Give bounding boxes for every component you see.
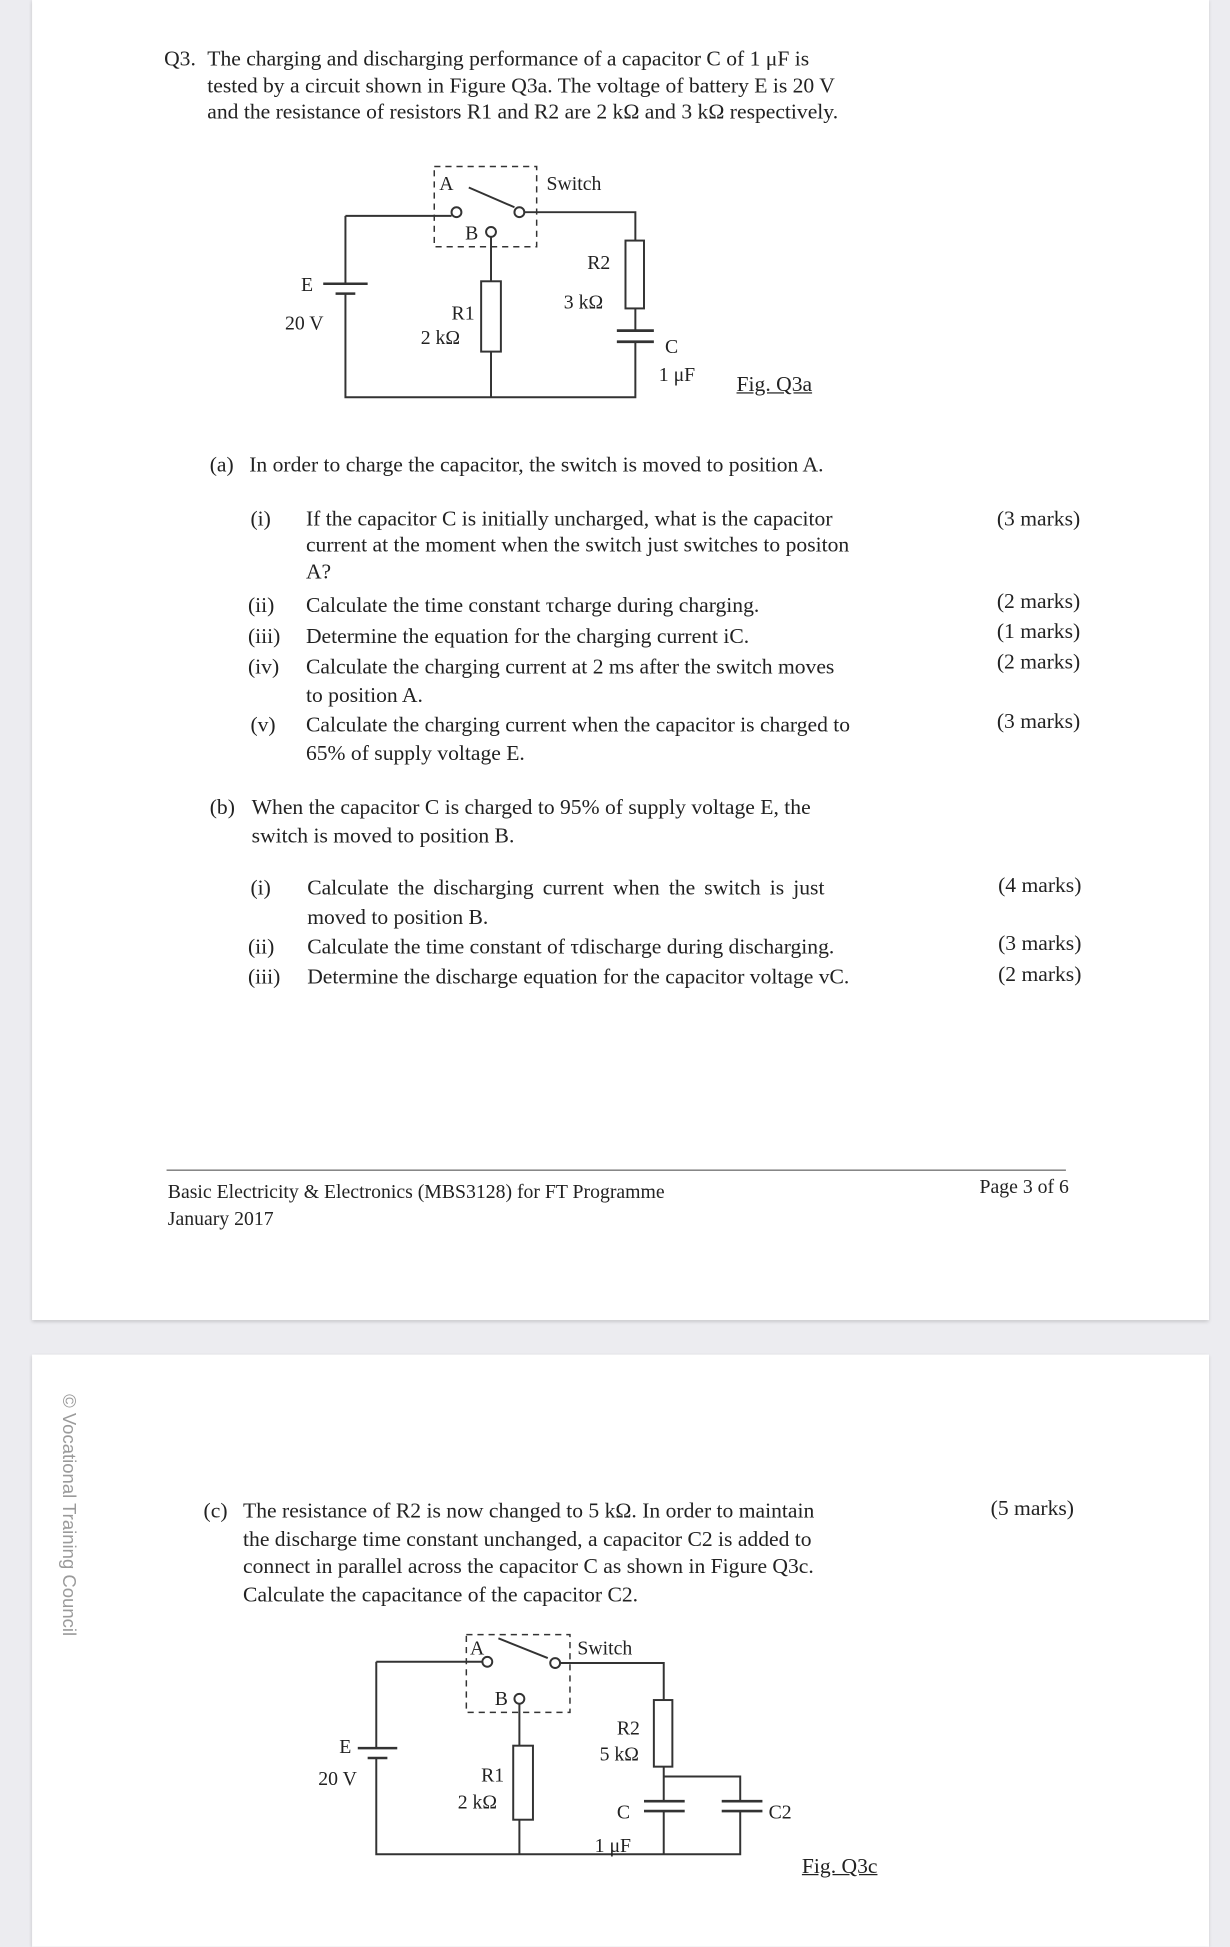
r1-value: 2 kΩ — [457, 1792, 498, 1814]
r1-label: R1 — [481, 1765, 505, 1787]
marks: (3 marks) — [996, 505, 1081, 531]
switch-position-a-label: A — [470, 1638, 485, 1660]
intro-line: and the resistance of resistors R1 and R2 are 2 kΩ and 3 kΩ respectively. — [207, 98, 839, 124]
item-text: 65% of supply voltage E. — [305, 740, 525, 765]
item-text: to position A. — [305, 682, 423, 707]
part-text: In order to charge the capacitor, the switch is moved to position A. — [249, 451, 824, 477]
marks: (4 marks) — [998, 872, 1082, 897]
item-text: current at the moment when the switch just switches to positon — [305, 531, 850, 557]
r2-value: 3 kΩ — [563, 292, 604, 314]
item-text: Calculate the time constant of τdischarge during discharging. — [307, 933, 835, 959]
item-text: Calculate the charging current at 2 ms after the switch moves — [305, 653, 835, 679]
marks: (2 marks) — [998, 961, 1082, 986]
part-label: (a) — [209, 451, 234, 477]
figure-caption: Fig. Q3c — [801, 1853, 878, 1878]
part-label: (c) — [203, 1497, 228, 1523]
battery-label: E — [301, 275, 314, 297]
part-text: switch is moved to position B. — [251, 822, 515, 848]
item-text: moved to position B. — [307, 904, 489, 929]
figure-caption: Fig. Q3a — [736, 371, 813, 397]
item-text: Calculate the time constant τcharge during charging. — [305, 592, 760, 617]
switch-position-b-label: B — [494, 1688, 508, 1710]
item-number: (ii) — [247, 592, 275, 617]
capacitor-label: C — [664, 336, 679, 358]
switch-label: Switch — [577, 1638, 633, 1660]
battery-voltage: 20 V — [284, 313, 324, 335]
item-number: (i) — [250, 874, 271, 900]
item-text: A? — [305, 558, 332, 584]
part-text: Calculate the capacitance of the capacitor C2. — [243, 1581, 639, 1607]
circuit-q3c-wires — [358, 1635, 763, 1855]
item-text: Calculate the charging current when the capacitor is charged to — [305, 711, 851, 737]
item-number: (v) — [250, 711, 276, 737]
footer-date: January 2017 — [167, 1209, 274, 1230]
r2-label: R2 — [587, 252, 611, 274]
marks: (2 marks) — [996, 588, 1081, 614]
marks: (1 marks) — [996, 618, 1081, 643]
switch-label: Switch — [546, 173, 602, 195]
switch-position-a-label: A — [439, 173, 454, 195]
footer-course: Basic Electricity & Electronics (MBS3128) for FT Programme — [167, 1181, 665, 1203]
footer-divider — [167, 1170, 1066, 1171]
item-text: If the capacitor C is initially uncharged, what is the capacitor — [305, 505, 833, 531]
question-number: Q3. — [164, 45, 196, 71]
part-text: The resistance of R2 is now changed to 5 kΩ. In order to maintain — [243, 1497, 815, 1523]
capacitor-c2-label: C2 — [768, 1802, 792, 1824]
page-number: Page 3 of 6 — [979, 1176, 1069, 1198]
item-text: Calculate the discharging current when the switch is just — [307, 874, 825, 900]
marks: (3 marks) — [998, 930, 1082, 955]
capacitor-value: 1 μF — [658, 365, 696, 387]
marks: (3 marks) — [996, 708, 1081, 733]
battery-voltage: 20 V — [318, 1769, 357, 1791]
intro-line: tested by a circuit shown in Figure Q3a. The voltage of battery E is 20 V — [207, 72, 835, 98]
item-text: Determine the discharge equation for the capacitor voltage vC. — [307, 963, 850, 989]
part-text: connect in parallel across the capacitor C as shown in Figure Q3c. — [243, 1553, 814, 1578]
item-number: (iv) — [247, 653, 280, 679]
intro-line: The charging and discharging performance of a capacitor C of 1 μF is — [207, 45, 810, 71]
switch-position-b-label: B — [465, 223, 479, 245]
item-number: (iii) — [247, 623, 281, 648]
watermark: © Vocational Training Council — [57, 1394, 79, 1637]
marks: (2 marks) — [996, 648, 1081, 674]
item-text: Determine the equation for the charging current iC. — [305, 623, 750, 648]
part-label: (b) — [209, 794, 235, 820]
item-number: (iii) — [247, 963, 281, 989]
marks: (5 marks) — [990, 1495, 1075, 1520]
battery-label: E — [339, 1737, 352, 1759]
r2-label: R2 — [616, 1718, 640, 1740]
circuit-q3a-wires — [323, 167, 654, 398]
r2-value: 5 kΩ — [599, 1744, 639, 1766]
r1-label: R1 — [451, 303, 475, 325]
capacitor-value: 1 μF — [594, 1835, 632, 1857]
item-number: (i) — [250, 505, 271, 531]
part-text: the discharge time constant unchanged, a capacitor C2 is added to — [243, 1526, 812, 1551]
r1-value: 2 kΩ — [420, 328, 461, 350]
capacitor-label: C — [616, 1802, 631, 1824]
item-number: (ii) — [247, 933, 275, 959]
part-text: When the capacitor C is charged to 95% of supply voltage E, the — [251, 794, 811, 820]
